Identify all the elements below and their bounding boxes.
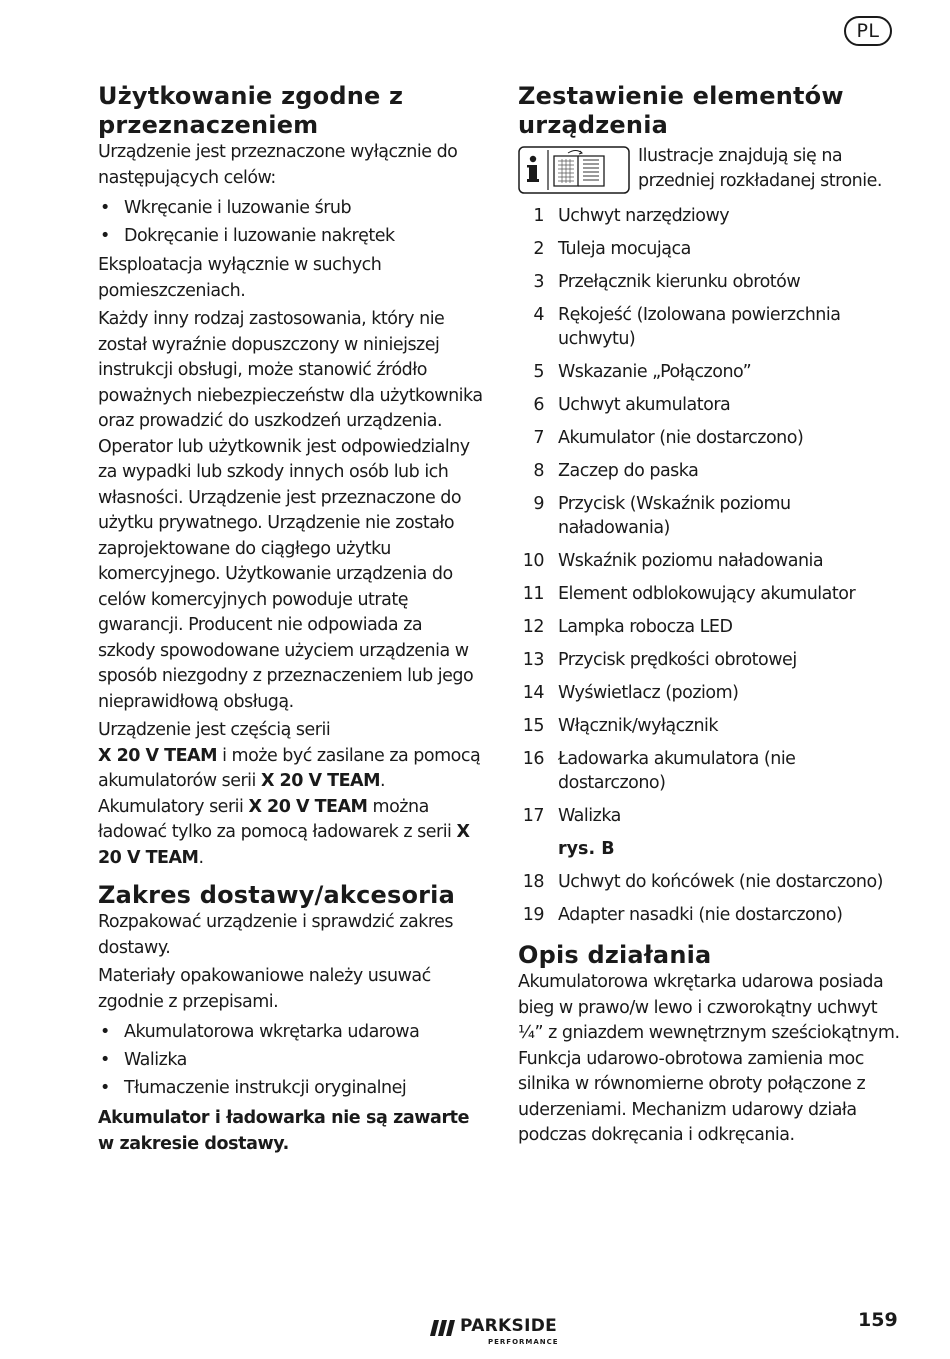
- item-label: Rękojeść (Izolowana powierzchnia uchwytu): [558, 305, 841, 349]
- parkside-logo: [430, 1316, 590, 1352]
- page-number: 159: [858, 1309, 898, 1331]
- item-label: Zaczep do paska: [558, 461, 699, 481]
- item-number: 2: [533, 239, 544, 259]
- item-label: Przycisk (Wskaźnik poziomu naładowania): [558, 494, 791, 538]
- list-item: [518, 237, 902, 261]
- components-title: Zestawienie elementów urządzenia: [518, 82, 844, 139]
- item-label: Uchwyt do końcówek (nie dostarczono): [558, 872, 883, 892]
- series-text: .: [198, 847, 204, 868]
- figure-label: rys. B: [558, 839, 615, 859]
- item-number: 11: [522, 584, 544, 604]
- item-label: Uchwyt narzędziowy: [558, 206, 730, 226]
- list-item: [518, 903, 902, 927]
- list-item: [518, 747, 902, 795]
- intended-use-warning: Każdy inny rodzaj zastosowania, który nie został wyraźnie dopuszczony w niniejszej instrukcji obsługi, może stanowić źródło poważnych niebezpieczeństw dla użytkownika oraz prowadzić do uszkodzeń urządzenia. Operator lub użytkownik jest odpowiedzialny za wypadki lub szkody innych osób lub ich własności. Urządzenie jest przeznaczone do użytku prywatnego. Urządzenie nie zostało zaprojektowane do ciągłego użytku komercyjnego. Użytkowanie urządzenia do celów komercyjnych powoduje utratę gwarancji. Producent nie odpowiada za szkody spowodowane użyciem urządzenia w sposób niezgodny z przeznaczeniem lub jego nieprawidłową obsługą.: [98, 309, 483, 712]
- item-label: Wskazanie „Połączono”: [558, 362, 752, 382]
- list-item: [518, 426, 902, 450]
- list-item: [518, 804, 902, 828]
- list-item: [518, 393, 902, 417]
- item-label: Akumulator (nie dostarczono): [558, 428, 804, 448]
- item-number: 7: [533, 428, 544, 448]
- series-name: X 20 V TEAM: [248, 796, 368, 817]
- item-label: Uchwyt akumulatora: [558, 395, 731, 415]
- delivery-paragraph: Materiały opakowaniowe należy usuwać zgodnie z przepisami.: [98, 966, 431, 1012]
- item-number: 16: [522, 749, 544, 769]
- item-label: Ładowarka akumulatora (nie dostarczono): [558, 749, 796, 793]
- list-item: [518, 870, 902, 894]
- info-text: Ilustracje znajdują się na przedniej rozkładanej stronie.: [638, 146, 882, 191]
- list-item: • Wkręcanie i luzowanie śrub: [98, 194, 483, 222]
- item-number: 10: [522, 551, 544, 571]
- item-number: 1: [533, 206, 544, 226]
- info-book-icon: [518, 146, 630, 194]
- item-label: Walizka: [558, 806, 621, 826]
- item-number: 19: [522, 905, 544, 925]
- components-list: [518, 204, 902, 828]
- item-label: Tuleja mocująca: [558, 239, 691, 259]
- delivery-title: Zakres dostawy/akcesoria: [98, 881, 456, 909]
- list-item: • Walizka: [98, 1046, 483, 1074]
- intended-use-list: [98, 194, 483, 250]
- series-text: i może być zasilane za pomocą akumulatorów serii: [98, 745, 481, 791]
- parkside-stripes-icon: [430, 1320, 456, 1336]
- language-badge: PL: [844, 16, 892, 46]
- series-name: X 20 V TEAM: [98, 822, 470, 868]
- item-number: 5: [533, 362, 544, 382]
- brand-name: PARKSIDE: [460, 1316, 558, 1336]
- item-label: Przycisk prędkości obrotowej: [558, 650, 797, 670]
- series-text: można ładować tylko za pomocą ładowarek z serii: [98, 796, 457, 842]
- brand-subline: PERFORMANCE: [488, 1338, 559, 1346]
- item-label: Lampka robocza LED: [558, 617, 733, 637]
- item-number: 17: [522, 806, 544, 826]
- list-item: [518, 204, 902, 228]
- series-text: Urządzenie jest częścią serii: [98, 720, 331, 740]
- item-number: 15: [522, 716, 544, 736]
- list-item: • Dokręcanie i luzowanie nakrętek: [98, 222, 483, 250]
- item-label: Włącznik/wyłącznik: [558, 716, 719, 736]
- list-item: [518, 681, 902, 705]
- item-number: 18: [522, 872, 544, 892]
- item-label: Adapter nasadki (nie dostarczono): [558, 905, 843, 925]
- info-note: [518, 144, 902, 194]
- item-number: 13: [522, 650, 544, 670]
- series-text: . Akumulatory serii: [98, 771, 386, 817]
- item-label: Wskaźnik poziomu naładowania: [558, 551, 824, 571]
- item-label: Wyświetlacz (poziom): [558, 683, 739, 703]
- list-item: • Tłumaczenie instrukcji oryginalnej: [98, 1074, 483, 1102]
- list-item: [518, 648, 902, 672]
- list-item: [518, 714, 902, 738]
- delivery-note: Akumulator i ładowarka nie są zawarte w zakresie dostawy.: [98, 1108, 470, 1154]
- series-name: X 20 V TEAM: [260, 771, 380, 791]
- item-number: 6: [533, 395, 544, 415]
- item-label: Przełącznik kierunku obrotów: [558, 272, 801, 292]
- item-number: 4: [533, 305, 544, 325]
- item-number: 9: [533, 494, 544, 514]
- left-column: [98, 82, 483, 1157]
- list-item: [518, 459, 902, 483]
- delivery-list: [98, 1018, 483, 1102]
- item-number: 8: [533, 461, 544, 481]
- components-list-b: [518, 870, 902, 927]
- list-item: [518, 549, 902, 573]
- dry-rooms-note: Eksploatacja wyłącznie w suchych pomieszczeniach.: [98, 255, 382, 301]
- intended-use-title: Użytkowanie zgodne z przeznaczeniem: [98, 82, 404, 139]
- item-number: 14: [522, 683, 544, 703]
- series-paragraph: [98, 718, 483, 871]
- list-item: [518, 615, 902, 639]
- operation-title: Opis działania: [518, 941, 712, 969]
- operation-text: Akumulatorowa wkrętarka udarowa posiada bieg w prawo/w lewo i czworokątny uchwyt ¼” z gniazdem wewnętrznym sześciokątnym. Funkcja udarowo-obrotowa zamienia moc silnika w równomierne obroty połączone z uderzeniami. Mechanizm udarowy działa podczas dokręcania i odkręcania.: [518, 972, 900, 1145]
- right-column: [518, 82, 902, 1152]
- delivery-paragraph: Rozpakować urządzenie i sprawdzić zakres dostawy.: [98, 912, 454, 958]
- item-number: 12: [522, 617, 544, 637]
- list-item: [518, 582, 902, 606]
- list-item: [518, 270, 902, 294]
- item-label: Element odblokowujący akumulator: [558, 584, 856, 604]
- intended-use-intro: Urządzenie jest przeznaczone wyłącznie do następujących celów:: [98, 142, 458, 188]
- list-item: [518, 492, 902, 540]
- list-item: [518, 303, 902, 351]
- list-item: [518, 360, 902, 384]
- item-number: 3: [533, 272, 544, 292]
- list-item: • Akumulatorowa wkrętarka udarowa: [98, 1018, 483, 1046]
- series-name: X 20 V TEAM: [98, 745, 218, 766]
